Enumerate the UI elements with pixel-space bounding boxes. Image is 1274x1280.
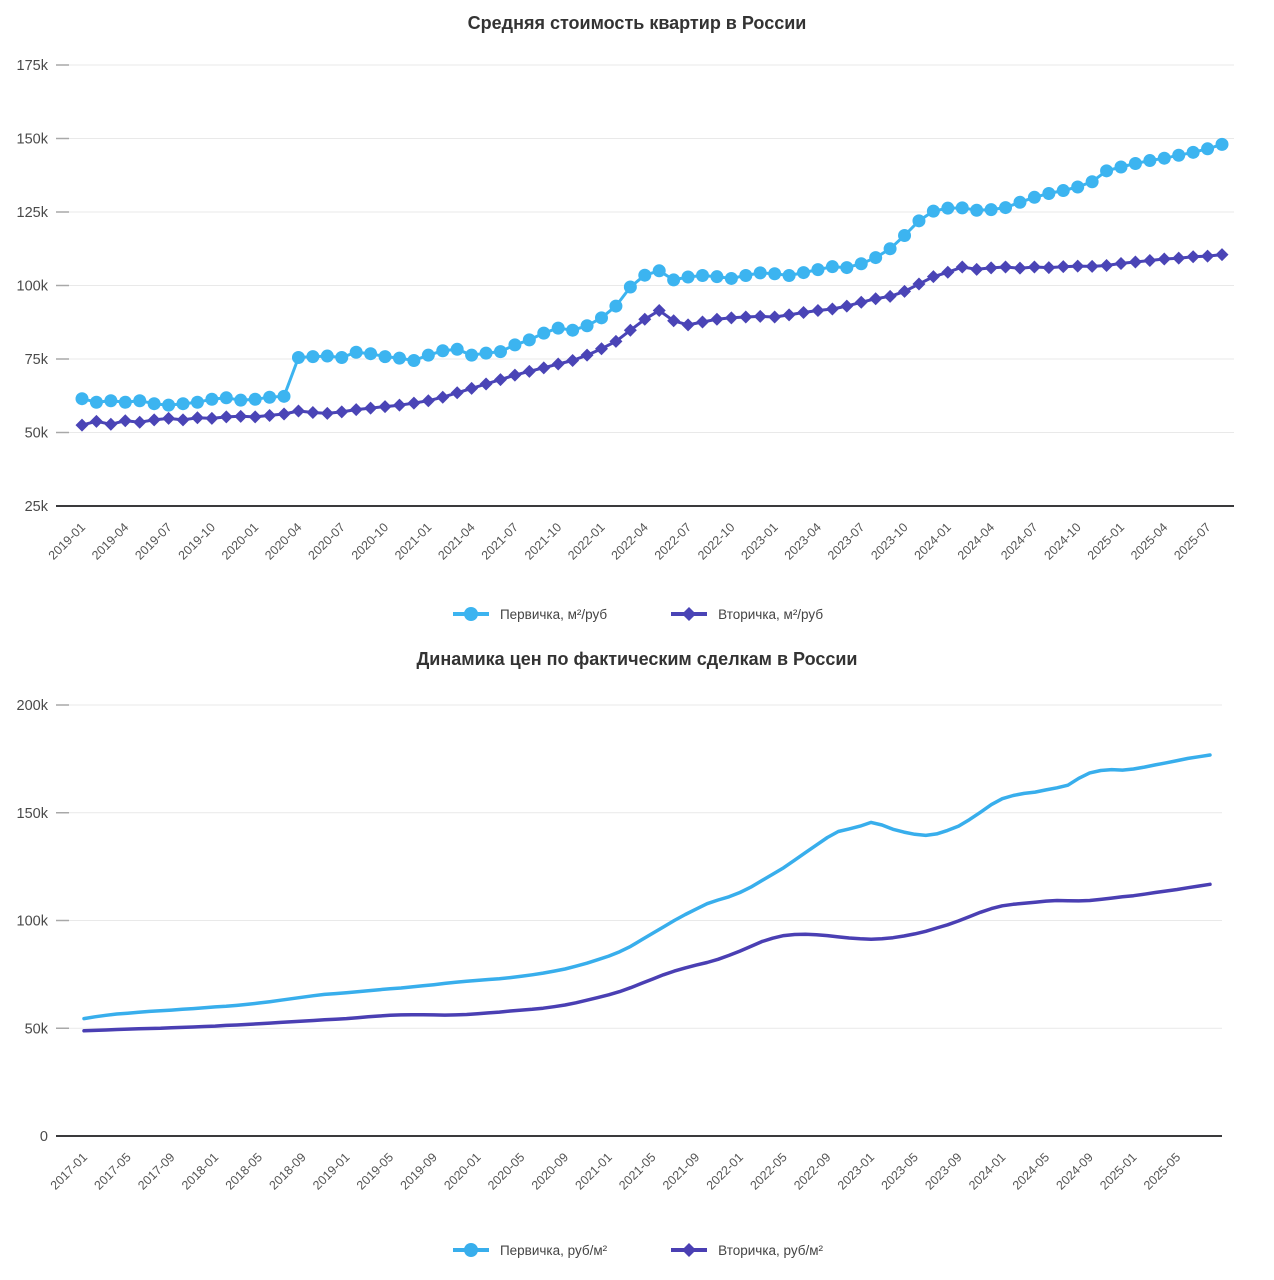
svg-text:2019-10: 2019-10: [175, 520, 218, 563]
svg-text:2020-10: 2020-10: [348, 520, 392, 563]
circle-series-marker-icon: [451, 606, 491, 622]
svg-text:2021-09: 2021-09: [659, 1150, 703, 1193]
svg-text:2025-01: 2025-01: [1097, 1150, 1140, 1193]
svg-text:2020-09: 2020-09: [528, 1150, 572, 1193]
svg-text:2023-04: 2023-04: [781, 520, 825, 563]
avg-price-chart-title: Средняя стоимость квартир в России: [467, 13, 807, 33]
svg-text:2017-01: 2017-01: [47, 1150, 91, 1193]
svg-text:2022-04: 2022-04: [608, 520, 651, 563]
deals-chart-legend: [0, 1234, 1274, 1266]
deals-chart-canvas: [0, 672, 1274, 1232]
svg-text:2025-05: 2025-05: [1140, 1150, 1184, 1193]
svg-text:2023-01: 2023-01: [738, 520, 781, 563]
avg-price-chart-legend: [0, 598, 1274, 630]
svg-text:2021-05: 2021-05: [616, 1150, 659, 1193]
diamond-series-marker-icon: [669, 606, 709, 622]
svg-text:2019-04: 2019-04: [89, 520, 132, 563]
svg-text:0: 0: [39, 1129, 48, 1145]
svg-text:2021-04: 2021-04: [435, 520, 478, 563]
legend-label: Первичка, руб/м²: [499, 1242, 608, 1258]
svg-text:75k: 75k: [24, 352, 48, 368]
svg-text:2018-09: 2018-09: [266, 1150, 309, 1193]
svg-text:2017-09: 2017-09: [135, 1150, 178, 1193]
svg-text:2022-09: 2022-09: [791, 1150, 834, 1193]
svg-text:200k: 200k: [16, 698, 48, 714]
svg-text:2020-05: 2020-05: [485, 1150, 528, 1193]
deals-chart-title: Динамика цен по фактическим сделкам в России: [416, 649, 858, 669]
svg-text:2024-07: 2024-07: [998, 520, 1041, 563]
legend-item-primary-deals[interactable]: [451, 1242, 607, 1258]
svg-text:150k: 150k: [16, 131, 48, 148]
svg-text:2018-05: 2018-05: [222, 1150, 266, 1193]
deals-chart: [0, 646, 1274, 1266]
svg-text:2022-07: 2022-07: [651, 520, 695, 563]
svg-text:2022-01: 2022-01: [703, 1150, 747, 1193]
svg-text:2020-07: 2020-07: [305, 520, 348, 563]
svg-text:2024-05: 2024-05: [1009, 1150, 1053, 1193]
svg-text:2017-05: 2017-05: [91, 1150, 134, 1193]
svg-text:2020-04: 2020-04: [262, 520, 305, 563]
svg-text:2019-09: 2019-09: [397, 1150, 440, 1193]
legend-label: Вторичка, руб/м²: [718, 1242, 824, 1258]
svg-text:2022-10: 2022-10: [695, 520, 738, 563]
svg-text:2024-01: 2024-01: [911, 520, 954, 563]
svg-text:2025-01: 2025-01: [1084, 520, 1128, 563]
svg-text:2024-10: 2024-10: [1041, 520, 1084, 563]
svg-text:25k: 25k: [24, 499, 48, 515]
svg-text:2021-10: 2021-10: [521, 520, 565, 563]
svg-text:2024-01: 2024-01: [966, 1150, 1009, 1193]
svg-text:2020-01: 2020-01: [441, 1150, 484, 1193]
svg-text:125k: 125k: [16, 205, 48, 221]
svg-text:2024-04: 2024-04: [954, 520, 998, 563]
svg-text:2022-01: 2022-01: [565, 520, 608, 563]
svg-text:2025-04: 2025-04: [1128, 520, 1171, 563]
svg-text:175k: 175k: [16, 58, 48, 74]
legend-label: Первичка, м²/руб: [499, 606, 608, 622]
svg-text:2023-07: 2023-07: [825, 520, 868, 563]
circle-series-marker-icon: [451, 1242, 491, 1258]
svg-text:2023-09: 2023-09: [922, 1150, 965, 1193]
svg-text:2020-01: 2020-01: [218, 520, 262, 563]
svg-text:2021-01: 2021-01: [392, 520, 435, 563]
svg-text:2025-07: 2025-07: [1171, 520, 1214, 563]
svg-text:2019-01: 2019-01: [45, 520, 89, 563]
svg-text:2019-07: 2019-07: [132, 520, 175, 563]
svg-text:2022-05: 2022-05: [747, 1150, 790, 1193]
svg-text:100k: 100k: [16, 278, 48, 295]
svg-text:2019-01: 2019-01: [310, 1150, 353, 1193]
diamond-series-marker-icon: [669, 1242, 709, 1258]
svg-text:2023-10: 2023-10: [868, 520, 911, 563]
svg-text:2024-09: 2024-09: [1053, 1150, 1096, 1193]
legend-item-secondary-deals[interactable]: [669, 1242, 823, 1258]
legend-item-secondary-market[interactable]: [669, 606, 823, 622]
svg-text:50k: 50k: [24, 1021, 48, 1038]
svg-text:2021-07: 2021-07: [478, 520, 522, 563]
svg-text:50k: 50k: [24, 425, 48, 442]
svg-text:2023-05: 2023-05: [878, 1150, 921, 1193]
svg-text:2021-01: 2021-01: [572, 1150, 615, 1193]
svg-text:150k: 150k: [16, 805, 48, 822]
svg-text:2023-01: 2023-01: [834, 1150, 878, 1193]
svg-text:100k: 100k: [16, 913, 48, 930]
avg-price-chart: [0, 0, 1274, 630]
svg-text:2018-01: 2018-01: [178, 1150, 222, 1193]
legend-item-primary-market[interactable]: [451, 606, 607, 622]
legend-label: Вторичка, м²/руб: [718, 606, 824, 622]
svg-text:2019-05: 2019-05: [353, 1150, 397, 1193]
avg-price-chart-canvas: [0, 36, 1274, 596]
